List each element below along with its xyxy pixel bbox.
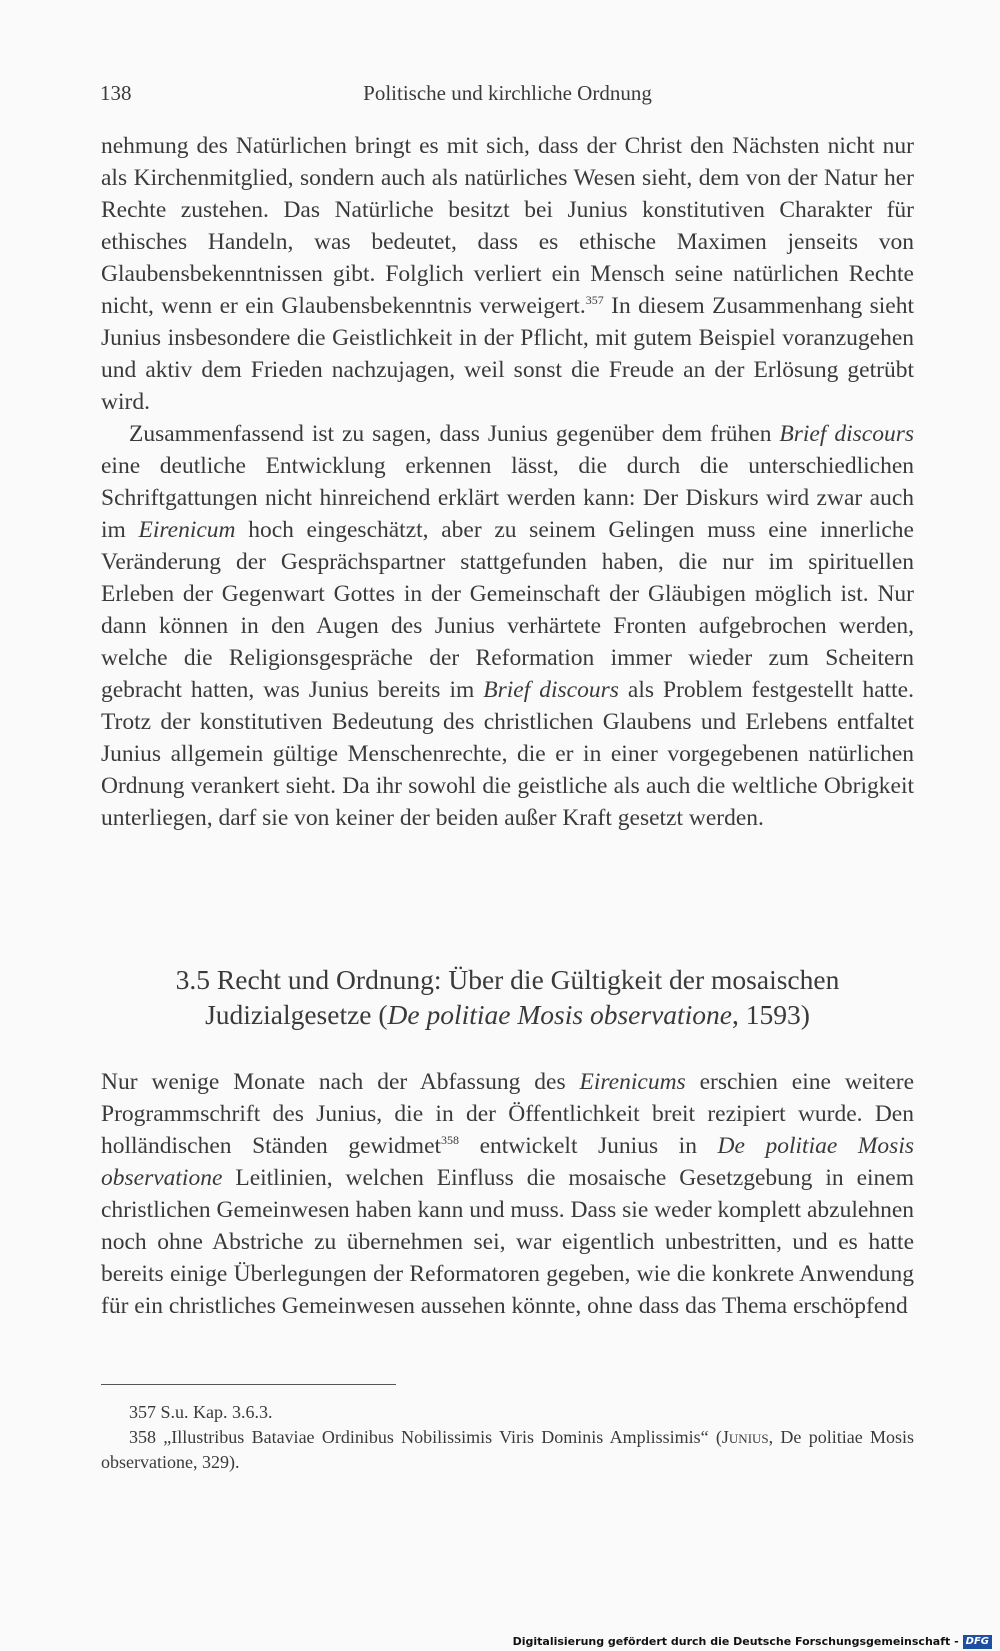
section-body-text: [101, 1066, 914, 1322]
digitization-banner: Digitalisierung gefördert durch die Deutsche Forschungsgemeinschaft - DFG: [513, 1633, 992, 1651]
footnotes: [101, 1400, 914, 1475]
body-text: [101, 130, 914, 834]
paragraph-2: Zusammenfassend ist zu sagen, dass Junius gegenüber dem frühen Brief discours eine deutliche Entwicklung erkennen lässt, die durch die unterschiedlichen Schriftgattungen nicht hinreichend erklärt werden kann: Der Diskurs wird zwar auch im Eirenicum hoch eingeschätzt, aber zu seinem Gelingen muss eine innerliche Veränderung der Gesprächspartner stattgefunden haben, die nur im spirituellen Erleben der Gegenwart Gottes in der Gemeinschaft der Gläubigen möglich ist. Nur dann können in den Augen des Junius verhärtete Fronten aufgebrochen werden, welche die Religionsgespräche der Reformation immer wieder zum Scheitern gebracht hatten, was Junius bereits im Brief discours als Problem festgestellt hatte. Trotz der konstitutiven Bedeutung des christlichen Glaubens und Erlebens entfaltet Junius allgemein gültige Menschenrechte, die er in einer vorgegebenen natürlichen Ordnung verankert sieht. Da ihr sowohl die geistliche als auch die weltliche Obrigkeit unterliegen, darf sie von keiner der beiden außer Kraft gesetzt werden.: [101, 421, 914, 831]
running-title: Politische und kirchliche Ordnung: [363, 81, 652, 105]
dfg-logo: DFG: [963, 1635, 992, 1649]
page-number: 138: [100, 81, 132, 105]
footnote-ref-358[interactable]: 358: [441, 1133, 460, 1147]
paragraph-1: nehmung des Natürlichen bringt es mit sich, dass der Christ den Nächsten nicht nur als Kirchenmitglied, sondern auch als natürliches Wesen sieht, dem von der Natur her Rechte zustehen. Das Natürliche besitzt bei Junius konstitutiven Charakter für ethisches Handeln, was bedeutet, dass es ethische Maximen jenseits von Glaubensbekenntnissen gibt. Folglich verliert ein Mensch seine natürlichen Rechte nicht, wenn er ein Glaubensbekenntnis verweigert.$^{357}$ In diesem Zusammenhang sieht Junius insbesondere die Geistlichkeit in der Pflicht, mit gutem Beispiel voranzugehen und aktiv dem Frieden nachzujagen, weil sonst die Freude an der Erlösung getrübt wird.: [101, 133, 914, 415]
footnote-357: 357 S.u. Kap. 3.6.3.: [129, 1402, 273, 1422]
footnote-ref-357[interactable]: 357: [585, 293, 604, 307]
running-head: [100, 78, 915, 108]
footnote-358: 358 „Illustribus Bataviae Ordinibus Nobilissimis Viris Dominis Amplissimis“ (Junius, De politiae Mosis observatione, 329).: [101, 1427, 914, 1472]
paragraph-3: Nur wenige Monate nach der Abfassung des Eirenicums erschien eine weitere Programmschrift des Junius, die in der Öffentlichkeit breit rezipiert wurde. Den holländischen Ständen gewidmet$^{358}$ entwickelt Junius in De politiae Mosis observatione Leitlinien, welchen Einfluss die mosaische Gesetzgebung in einem christlichen Gemeinwesen haben kann und muss. Dass sie weder komplett abzulehnen noch ohne Abstriche zu übernehmen sei, war eigentlich unbestritten, und es hatte bereits einige Überlegungen der Reformatoren gegeben, wie die konkrete Anwendung für ein christliches Gemeinwesen aussehen könnte, ohne dass das Thema erschöpfend: [101, 1069, 915, 1319]
section-heading: 3.5 Recht und Ordnung: Über die Gültigkeit der mosaischen Judizialgesetze (De politiae Mosis observatione, 1593): [175, 964, 840, 1030]
footnote-divider: [101, 1384, 396, 1385]
